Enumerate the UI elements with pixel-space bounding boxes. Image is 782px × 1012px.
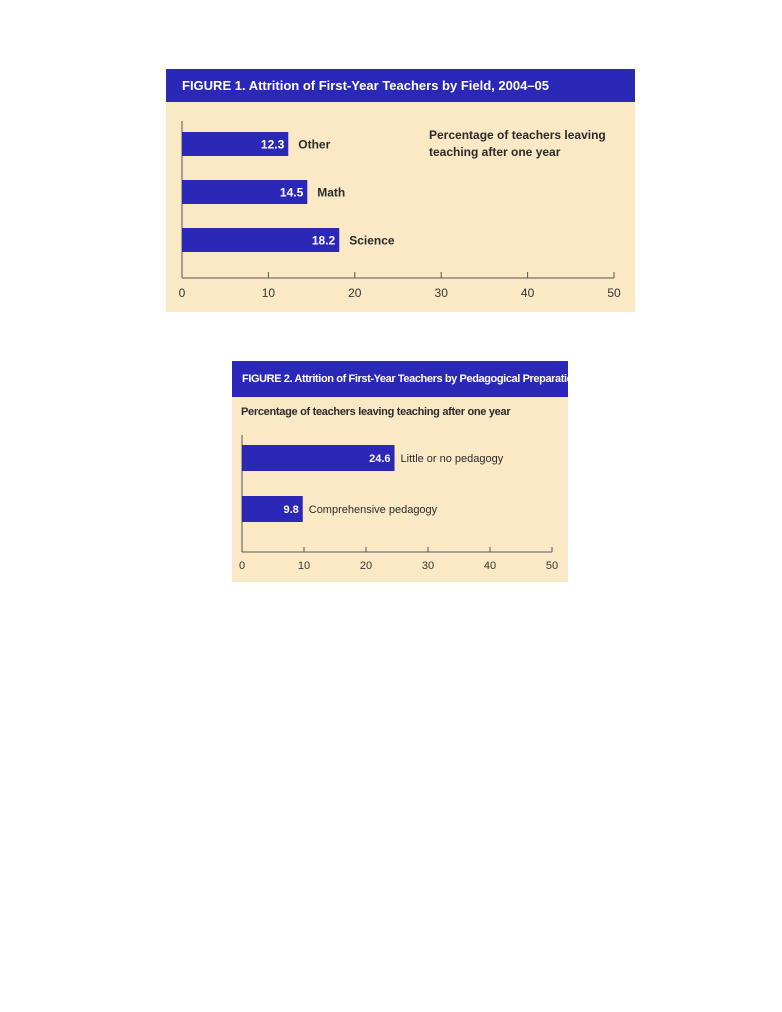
chart-2-x-tick-label: 30 bbox=[421, 560, 435, 572]
figure-2-plot bbox=[232, 361, 568, 582]
chart-2-category-label: Comprehensive pedagogy bbox=[308, 503, 438, 516]
figure-2-title: FIGURE 2. Attrition of First-Year Teachers by Pedagogical Preparation, 2004–05 bbox=[232, 361, 568, 397]
figure-1-plot bbox=[166, 69, 635, 312]
chart-1-x-tick-label: 0 bbox=[178, 286, 186, 300]
chart-1-x-tick-label: 10 bbox=[261, 286, 276, 300]
chart-1-category-label: Science bbox=[349, 233, 395, 248]
chart-1-x-tick-label: 20 bbox=[348, 286, 362, 300]
chart-2-x-tick-label: 50 bbox=[545, 560, 559, 572]
chart-1-category-label: Other bbox=[298, 137, 331, 152]
figure-1-legend-note: Percentage of teachers leaving teaching after one year bbox=[429, 128, 606, 159]
chart-1-bar-value-label: 14.5 bbox=[279, 185, 304, 200]
chart-2-x-tick-label: 10 bbox=[297, 560, 311, 572]
figure-2-legend-note: Percentage of teachers leaving teaching after one year bbox=[241, 406, 511, 418]
chart-1-x-tick-label: 30 bbox=[434, 286, 448, 300]
figure-1-title: FIGURE 1. Attrition of First-Year Teachers by Field, 2004–05 bbox=[166, 69, 635, 102]
chart-2-category-label: Little or no pedagogy bbox=[400, 452, 504, 465]
chart-1-x-tick-label: 40 bbox=[520, 286, 535, 300]
figure-2-chart bbox=[232, 361, 625, 582]
chart-2-x-tick-label: 20 bbox=[359, 560, 373, 572]
chart-2-bar-value-label: 24.6 bbox=[369, 452, 391, 465]
chart-2-x-tick-label: 40 bbox=[483, 560, 497, 572]
chart-1-bar-value-label: 12.3 bbox=[260, 137, 285, 152]
chart-1-bar-value-label: 18.2 bbox=[311, 233, 336, 248]
chart-1-x-tick-label: 50 bbox=[607, 286, 621, 300]
chart-1-category-label: Math bbox=[317, 185, 346, 200]
chart-2-bar-value-label: 9.8 bbox=[283, 503, 299, 516]
chart-2-x-tick-label: 0 bbox=[238, 560, 246, 572]
figure-1-chart bbox=[166, 69, 635, 312]
